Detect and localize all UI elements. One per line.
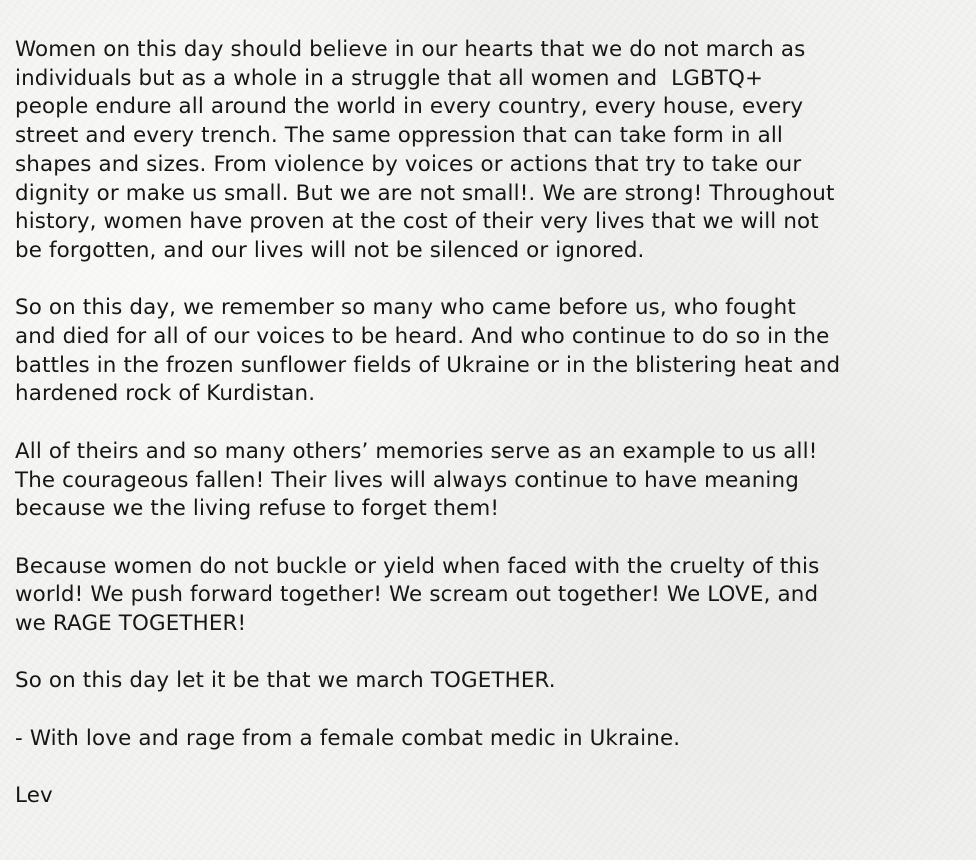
paragraph-4 bbox=[15, 553, 965, 639]
text-line: be forgotten, and our lives will not be silenced or ignored. bbox=[15, 237, 645, 263]
text-line: world! We push forward together! We scream out together! We LOVE, and bbox=[15, 582, 819, 608]
text-line: street and every trench. The same oppression that can take form in all bbox=[15, 123, 784, 149]
signoff-line bbox=[15, 725, 965, 754]
text-line: Because women do not buckle or yield when faced with the cruelty of this bbox=[15, 553, 820, 579]
text-line: we RAGE TOGETHER! bbox=[15, 611, 247, 637]
text-line: All of theirs and so many others’ memories serve as an example to us all! bbox=[15, 438, 818, 464]
text-line: So on this day let it be that we march TOGETHER. bbox=[15, 668, 556, 694]
text-line: So on this day, we remember so many who came before us, who fought bbox=[15, 295, 796, 321]
text-line: battles in the frozen sunflower fields of Ukraine or in the blistering heat and bbox=[15, 352, 841, 378]
paragraph-1 bbox=[15, 36, 965, 266]
paragraph-5 bbox=[15, 667, 965, 696]
text-line: dignity or make us small. But we are not small!. We are strong! Throughout bbox=[15, 180, 835, 206]
text-line: The courageous fallen! Their lives will always continue to have meaning bbox=[15, 467, 799, 493]
text-line: history, women have proven at the cost of their very lives that we will not bbox=[15, 209, 819, 235]
paragraph-3 bbox=[15, 438, 965, 524]
letter-body bbox=[15, 36, 965, 811]
text-line: individuals but as a whole in a struggle that all women and LGBTQ+ bbox=[15, 65, 764, 91]
text-line: Women on this day should believe in our hearts that we do not march as bbox=[15, 37, 806, 62]
paragraph-2 bbox=[15, 294, 965, 409]
text-line: hardened rock of Kurdistan. bbox=[15, 381, 316, 407]
text-line: - With love and rage from a female combat medic in Ukraine. bbox=[15, 725, 681, 751]
text-line: people endure all around the world in every country, every house, every bbox=[15, 94, 804, 120]
text-line: and died for all of our voices to be heard. And who continue to do so in the bbox=[15, 324, 830, 350]
text-line: Lev bbox=[15, 783, 53, 809]
text-line: because we the living refuse to forget them! bbox=[15, 496, 500, 522]
signature-name bbox=[15, 782, 965, 811]
text-line: shapes and sizes. From violence by voices or actions that try to take our bbox=[15, 151, 802, 177]
